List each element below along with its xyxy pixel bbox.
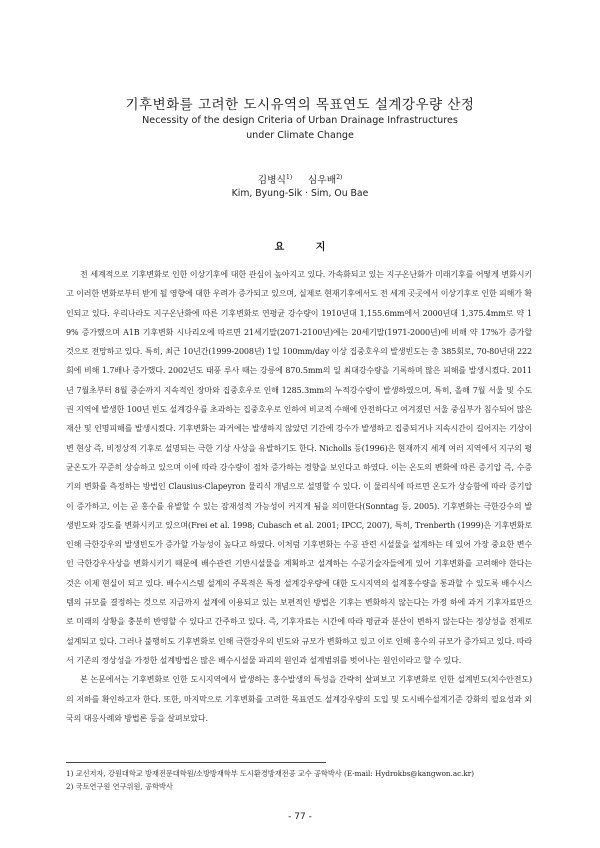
abstract-body (66, 265, 532, 728)
author2-name: 심우배 (307, 175, 337, 186)
abstract-paragraph-2: 본 논문에서는 기후변화로 인한 도시지역에서 발생하는 홍수발생의 특성을 간략히 살펴보고 기후변화로 인한 설계빈도(치수안전도)의 저하를 확인하고자 한다. 또한, 마지막으로 기후변화를 고려한 목표연도 설계강우량의 도입 및 도시배수설계기준 강화의 필요성과 외국의 대응사례와 방법론 등을 살펴보았다. (66, 675, 532, 723)
footnotes (66, 767, 536, 793)
footnote-1: 1) 교신저자, 강원대학교 방재전문대학원/소방방재학부 도시환경방재전공 교수 공학박사 (E-mail: Hydrokbs@kangwon.ac.kr) (66, 769, 475, 778)
author2-footnote-mark: 2) (336, 174, 343, 181)
paper-title-english-line1: Necessity of the design Criteria of Urban Drainage Infrastructures (142, 115, 458, 126)
page-number: - 77 - (288, 812, 312, 822)
paper-title-english (0, 113, 600, 143)
footnote-2: 2) 국토연구원 연구위원, 공학박사 (66, 782, 173, 791)
paper-title-korean: 기후변화를 고려한 도시유역의 목표연도 설계강우량 산정 (125, 97, 475, 113)
abstract-paragraph-1: 전 세계적으로 기후변화로 인한 이상기후에 대한 관심이 높아지고 있다. 가속화되고 있는 지구온난화가 미래기후를 어떻게 변화시키고 이러한 변화로부터 받게 될 영향에 대한 우려가 증가되고 있으며, 실제로 현재기후에서도 전 세계 곳곳에서 이상기후로 인한 피해가 확인되고 있다. 우리나라도 지구온난화에 따른 기후변화로 연평균 강수량이 1910년대 1,155.6mm에서 2000년대 1,375.4mm로 약 19% 증가했으며 A1B 기후변화 시나리오에 따르면 21세기말(2071-2100년)에는 20세기말(1971-2000년)에 비해 약 17%가 증가할 것으로 전망하고 있다. 특히, 최근 10년간(1999-2008년) 1일 100mm/day 이상 집중호우의 발생빈도는 총 385회로, 70-80년대 222회에 비해 1.7배나 증가했다. 2002년도 태풍 루사 때는 강릉에 870.5mm의 일 최대강수량을 기록하며 많은 피해를 발생시켰다. 2011년 7월초부터 8월 중순까지 지속적인 장마와 집중호우로 인해 1285.3mm의 누적강수량이 발생하였으며, 특히, 올해 7월 서울 및 수도권 지역에 발생한 100년 빈도 설계강우를 초과하는 집중호우로 인하여 비교적 수해에 안전하다고 여겨졌던 서울 중심부가 침수되어 많은 재산 및 인명피해를 발생시켰다. 기후변화는 과거에는 발생하지 않았던 기간에 강수가 발생하고 집중되거나 지속시간이 길어지는 기상이변 현상 즉, 비정상적 기후로 설명되는 극한 기상 사상을 유발하기도 한다. Nicholls 등(1996)은 현재까지 세계 여러 지역에서 지구의 평균온도가 꾸준히 상승하고 있으며 이에 따라 강수량이 점차 증가하는 경향을 보인다고 하였다. 이는 온도의 변화에 따른 증기압 즉, 수증기의 변화를 측정하는 방법인 Clausius-Clapeyron 물리식 개념으로 설명할 수 있다. 이 물리식에 따르면 온도가 상승함에 따라 증기압이 증가하고, 이는 곧 홍수를 유발할 수 있는 잠재성적 가능성이 커지게 됨을 의미한다(Sonntag 등, 2005). 기후변화는 극한강수의 발생빈도와 강도를 변화시키고 있으며(Frei et al. 1998; Cubasch et al. 2001; IPCC, 2007), 특히, Trenberth (1999)은 기후변화로 인해 극한강우의 발생빈도가 증가할 가능성이 높다고 하였다. 이처럼 기후변화는 수공 관련 시설물을 설계하는 데 있어 가장 중요한 변수인 극한강우사상을 변화시키기 때문에 배수관련 기반시설물을 계획하고 설계하는 수공기술자들에게 있어 기후변화를 고려해야 한다는 것은 이제 현실이 되고 있다. 배수시스템 설계의 주목적은 특정 설계강우량에 대한 도시지역의 설계홍수량을 통과할 수 있도록 배수시스템의 규모를 결정하는 것으로 지금까지 설계에 이용되고 있는 보편적인 방법은 기후는 변화하지 않는다는 가정 하에 과거 기후자료만으로 미래의 상황을 충분히 반영할 수 있다고 간주하고 있다. 즉, 기후자료는 시간에 따라 평균과 분산이 변하지 않는다는 정상성을 전제로 설계되고 있다. 그러나 불행히도 기후변화로 인해 극한강우의 빈도와 규모가 변화하고 있고 이로 인해 홍수의 규모가 증가되고 있다. 따라서 기존의 정상성을 가정한 설계방법은 많은 배수시설물 파괴의 원인과 설계범위를 벗어나는 원인이라고 할 수 있다. (66, 270, 532, 665)
author1-name: 김병식 (257, 175, 287, 186)
abstract-heading: 요 지 (274, 242, 340, 253)
authors-english: Kim, Byung-Sik · Sim, Ou Bae (231, 188, 369, 199)
footnote-divider (66, 762, 326, 763)
paper-title-english-line2: under Climate Change (246, 130, 354, 141)
authors-korean (0, 172, 600, 186)
author1-footnote-mark: 1) (286, 174, 293, 181)
